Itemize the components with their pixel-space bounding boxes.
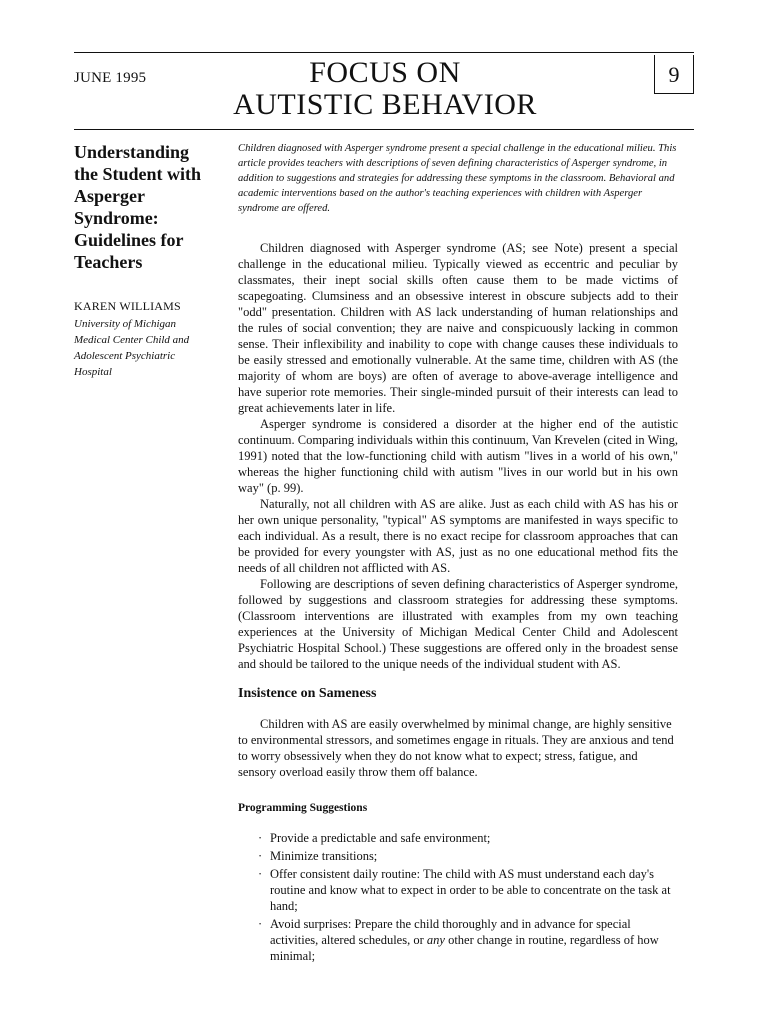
subheading: Programming Suggestions <box>238 802 368 814</box>
affiliation-line: Adolescent Psychiatric <box>74 350 176 362</box>
author-name: KAREN WILLIAMS <box>74 299 181 313</box>
issue-date: JUNE 1995 <box>74 70 147 86</box>
bullet-marker: · <box>258 831 263 845</box>
page-number: 9 <box>668 62 680 87</box>
article-title-line: Asperger <box>74 186 145 206</box>
list-item-text: Offer consistent daily routine: The child with AS must understand each day's routine and know what to expect in order to be able to concentrate on the task at hand; <box>270 867 671 913</box>
affiliation-line: Hospital <box>74 366 112 378</box>
list-item-text: Minimize transitions; <box>270 849 378 863</box>
list-item-emphasis: any <box>426 933 445 947</box>
bullet-marker: · <box>258 849 263 863</box>
body-paragraph: Naturally, not all children with AS are alike. Just as each child with AS has his or her own unique personality, "typical" AS symptoms are manifested in ways specific to each individual. As a result, there is no exact recipe for classroom approaches that can be provided for every youngster with AS, just as no one educational method fits the needs of all children not afflicted with AS. <box>238 497 678 575</box>
page-number-box <box>654 55 694 94</box>
list-item <box>258 848 678 864</box>
list-item <box>258 830 678 846</box>
journal-title-line-1: FOCUS ON <box>309 56 461 89</box>
header-top-rule <box>74 52 694 53</box>
suggestion-list <box>238 830 678 964</box>
body-paragraph: Asperger syndrome is considered a disorder at the higher end of the autistic continuum. Comparing individuals within this continuum, Van Krevelen (cited in Wing, 1991) noted that the low-functioning child with autism "lives in a world of his own," whereas the higher functioning child with autism "lives in our world but in his own way" (p. 99). <box>238 417 678 495</box>
journal-title-line-2: AUTISTIC BEHAVIOR <box>233 88 537 121</box>
section-paragraph: Children with AS are easily overwhelmed by minimal change, are highly sensitive to environmental stressors, and sometimes engage in rituals. They are anxious and tend to worry obsessively when they do not know what to expect; stress, fatigue, and sensory overload easily throw them off balance. <box>238 717 674 779</box>
section-heading: Insistence on Sameness <box>238 686 377 701</box>
body-paragraph: Following are descriptions of seven defining characteristics of Asperger syndrome, followed by suggestions and classroom strategies for addressing these symptoms. (Classroom interventions are illustrated with examples from my own teaching experiences at the University of Michigan Medical Center Child and Adolescent Psychiatric Hospital School.) These suggestions are offered only in the broadest sense and should be tailored to the unique needs of the individual student with AS. <box>238 577 678 671</box>
article-title-line: Guidelines for <box>74 230 184 250</box>
article-title-line: the Student with <box>74 164 202 184</box>
article-title-line: Syndrome: <box>74 208 159 228</box>
body-paragraph: Children diagnosed with Asperger syndrome (AS; see Note) present a special challenge in the educational milieu. Typically viewed as eccentric and peculiar by classmates, their inept social skills often cause them to be made victims of scapegoating. Clumsiness and an obsessive interest in obscure subjects add to their "odd" presentation. Children with AS lack understanding of human relationships and the rules of social convention; they are naive and conspicuously lacking in common sense. Their inflexibility and inability to cope with change causes these individuals to be easily stressed and emotionally vulnerable. At the same time, children with AS (the majority of whom are boys) are often of average to above-average intelligence and have superior rote memories. Their single-minded pursuit of their interests can lead to great achievements later in life. <box>238 241 678 415</box>
article-title-line: Understanding <box>74 142 190 162</box>
list-item-text: Provide a predictable and safe environment; <box>270 831 491 845</box>
list-item-text: other change in routine, regardless of how minimal; <box>270 933 659 963</box>
bullet-marker: · <box>258 867 263 881</box>
article-sidebar <box>74 141 224 380</box>
list-item <box>258 866 678 914</box>
list-item-text: Avoid surprises: Prepare the child thoroughly and in advance for special activities, altered schedules, or <box>270 917 631 947</box>
article-title <box>74 141 224 273</box>
article-body <box>238 240 678 966</box>
bullet-marker: · <box>258 917 263 931</box>
affiliation-line: Medical Center Child and <box>74 334 190 346</box>
author-affiliation <box>74 316 224 380</box>
affiliation-line: University of Michigan <box>74 318 177 330</box>
header-bottom-rule <box>74 129 694 130</box>
article-title-line: Teachers <box>74 252 143 272</box>
list-item <box>258 916 678 964</box>
article-abstract: Children diagnosed with Asperger syndrome present a special challenge in the educational milieu. This article provides teachers with descriptions of seven defining characteristics of Asperger syndrome, in addition to suggestions and strategies for addressing these symptoms in the classroom. Behavioral and academic interventions based on the author's teaching experiences with children with Asperger syndrome are offered. <box>238 143 677 214</box>
